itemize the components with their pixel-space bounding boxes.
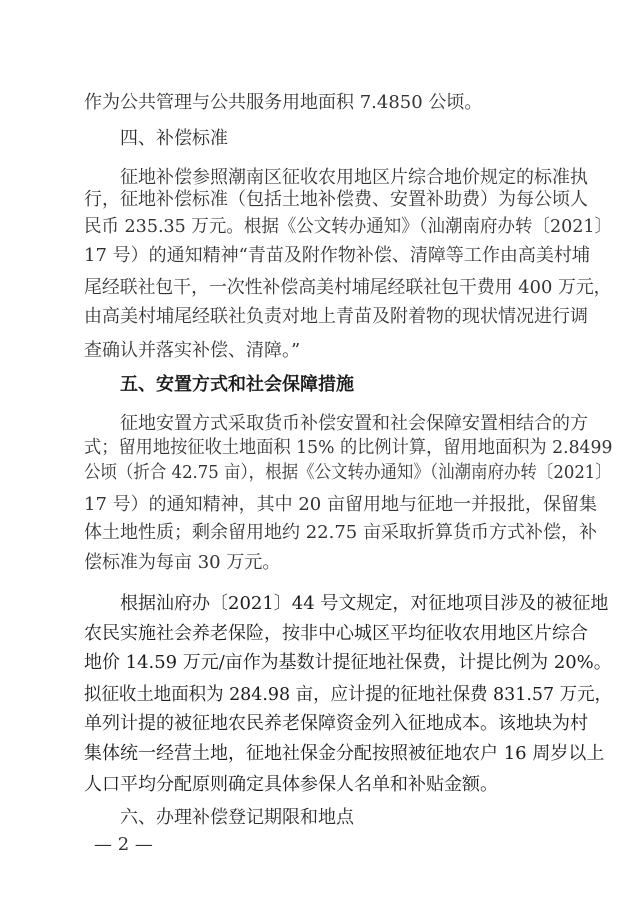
body-line: 地价 14.59 万元/亩作为基数计提征地社保费，计提比例为 20%。 bbox=[84, 652, 612, 673]
body-line: 17 号）的通知精神，其中 20 亩留用地与征地一并报批，保留集 bbox=[84, 494, 597, 515]
body-line: 体土地性质；剩余留用地约 22.75 亩采取折算货币方式补偿，补 bbox=[84, 522, 597, 543]
section-heading-compensation-standard: 四、补偿标准 bbox=[120, 128, 228, 149]
section-heading-registration: 六、办理补偿登记期限和地点 bbox=[120, 807, 354, 828]
body-line: 农民实施社会养老保险，按非中心城区平均征收农用地区片综合 bbox=[84, 623, 588, 644]
body-line: 行，征地补偿标准（包括土地补偿费、安置补助费）为每公顷人 bbox=[84, 189, 588, 210]
body-line: 公顷（折合 42.75 亩），根据《公文转办通知》（汕潮南府办转〔2021〕 bbox=[84, 462, 612, 483]
body-line: 根据汕府办〔2021〕44 号文规定，对征地项目涉及的被征地 bbox=[120, 593, 609, 614]
body-line: 查确认并落实补偿、清障。” bbox=[84, 340, 301, 361]
section-heading-resettlement: 五、安置方式和社会保障措施 bbox=[120, 374, 354, 395]
body-line: 17 号）的通知精神“青苗及附作物补偿、清障等工作由高美村埔 bbox=[84, 245, 590, 266]
body-line: 单列计提的被征地农民养老保障资金列入征地成本。该地块为村 bbox=[84, 713, 588, 734]
body-line: 作为公共管理与公共服务用地面积 7.4850 公顷。 bbox=[84, 92, 483, 113]
page-number: — 2 — bbox=[94, 834, 153, 855]
body-line: 集体统一经营土地，征地社保金分配按照被征地农户 16 周岁以上 bbox=[84, 743, 605, 764]
body-line: 拟征收土地面积为 284.98 亩，应计提的征地社保费 831.57 万元， bbox=[84, 684, 612, 705]
body-line: 征地补偿参照潮南区征收农用地区片综合地价规定的标准执 bbox=[120, 167, 588, 188]
body-line: 民币 235.35 万元。根据《公文转办通知》（汕潮南府办转〔2021〕 bbox=[84, 216, 613, 237]
body-line: 式；留用地按征收土地面积 15% 的比例计算，留用地面积为 2.8499 bbox=[84, 437, 613, 458]
body-line: 偿标准为每亩 30 万元。 bbox=[84, 552, 281, 573]
body-line: 征地安置方式采取货币补偿安置和社会保障安置相结合的方 bbox=[120, 413, 588, 434]
body-line: 人口平均分配原则确定具体参保人名单和补贴金额。 bbox=[84, 774, 498, 795]
body-line: 由高美村埔尾经联社负责对地上青苗及附着物的现状情况进行调 bbox=[84, 306, 588, 327]
body-line: 尾经联社包干，一次性补偿高美村埔尾经联社包干费用 400 万元， bbox=[84, 277, 612, 298]
